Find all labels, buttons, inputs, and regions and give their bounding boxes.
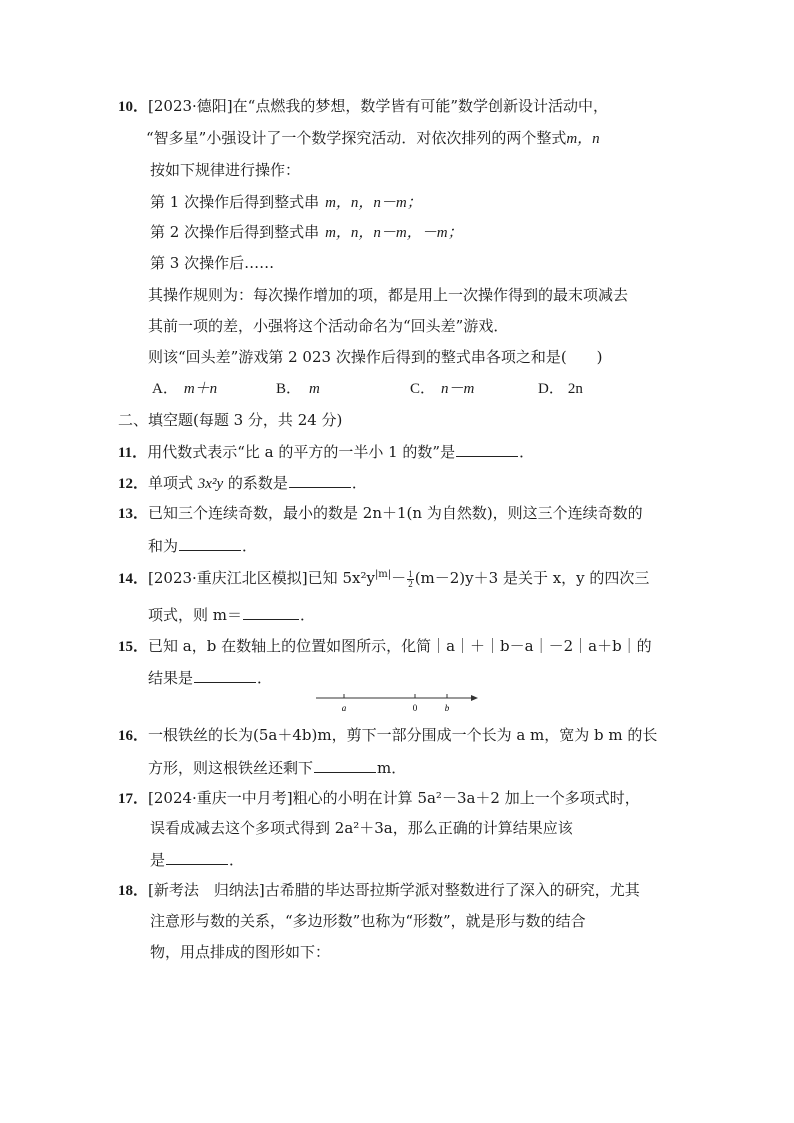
q11-text: 用代数式表示“比 a 的平方的一半小 1 的数”是 [147,443,456,461]
q14-text-2: 项式，则 m＝ [148,606,242,624]
q11-number: 11． [118,445,148,461]
q14-source: [2023·重庆江北区模拟] [148,569,308,587]
q14-mid: (m－2)y＋3 是关于 x，y 的四次三 [414,569,650,587]
option-label: C． [410,381,436,397]
q10-op1-expr: m，n，n－m； [325,195,422,211]
q12-end: ． [351,474,367,492]
q10-line-2 [146,128,600,149]
q10-vars-mn: m，n [566,131,600,147]
q10-line-8: 其前一项的差，小强将这个活动命名为“回头差”游戏． [148,317,509,335]
q13-number: 13． [118,506,149,522]
q17-line-1 [118,788,640,809]
q10-line-4 [150,192,422,213]
option-value: m [309,381,320,397]
q10-number: 10． [118,99,149,115]
q10-option-b[interactable] [276,378,320,399]
q17-line-3 [150,849,244,870]
q12-number: 12． [118,476,149,492]
q13-line-2 [148,535,257,556]
q12-answer-blank[interactable] [289,472,351,488]
q14-number: 14． [118,571,149,587]
q15-number: 15． [118,639,149,655]
q11-line [118,441,534,463]
q14-exponent: |m| [374,569,392,580]
q11-end: ． [519,443,535,461]
q10-op2-text: 第 2 次操作后得到整式串 [150,223,320,241]
q10-line-3: 按如下规律进行操作： [150,161,301,179]
q16-number: 16． [118,728,149,744]
q16-text-1: 一根铁丝的长为(5a＋4b)m，剪下一部分围成一个长为 a m，宽为 b m 的长 [148,726,658,744]
q12-line [118,472,367,494]
q10-text-2: “智多星”小强设计了一个数学探究活动．对依次排列的两个整式 [146,129,567,147]
q10-source: [2023·德阳] [148,97,233,115]
q18-line-2: 注意形与数的关系，“多边形数”也称为“形数”，就是形与数的结合 [150,912,586,930]
q18-line-3: 物，用点排成的图形如下： [150,943,331,961]
q15-line-2 [148,667,272,688]
q16-text-2: 方形，则这根铁丝还剩下 [148,759,314,777]
option-label: B． [276,381,302,397]
option-value: 2n [567,381,583,397]
section-title-fill-in: 二、填空题(每题 3 分，共 24 分) [118,411,343,429]
q15-line-1 [118,636,652,657]
option-value: m＋n [183,381,218,397]
option-label: D． [538,381,564,397]
q10-option-a[interactable] [152,378,217,399]
q13-end: ． [242,537,258,555]
q12-pre: 单项式 [148,474,198,492]
q14-pre: 已知 5x²y [307,569,375,587]
q16-line-1 [118,725,657,746]
q13-line-1 [118,503,643,524]
q18-line-1 [118,880,640,901]
q10-option-d[interactable] [538,378,583,399]
q15-number-line [312,688,484,714]
q10-line-9: 则该“回头差”游戏第 2 023 次操作后得到的整式串各项之和是( ) [148,348,603,366]
q15-text-1: 已知 a，b 在数轴上的位置如图所示，化简｜a｜＋｜b－a｜－2｜a＋b｜的 [148,637,652,655]
option-label: A． [152,381,178,397]
q13-text-1: 已知三个连续奇数，最小的数是 2n＋1(n 为自然数)，则这三个连续奇数的 [148,504,643,522]
q16-answer-blank[interactable] [314,757,376,773]
q14-minus: － [391,569,407,587]
fraction-numerator: 1 [408,568,413,579]
q17-line-2: 误看成减去这个多项式得到 2a²＋3a，那么正确的计算结果应该 [150,819,573,837]
q10-line-1 [118,96,608,117]
label-zero: 0 [412,703,418,713]
q18-text-1: 古希腊的毕达哥拉斯学派对整数进行了深入的研究，尤其 [264,881,640,899]
q10-text-1: 在“点燃我的梦想，数学皆有可能”数学创新设计活动中， [232,97,609,115]
q17-text-1: 粗心的小明在计算 5a²－3a＋2 加上一个多项式时， [292,789,640,807]
q15-text-2: 结果是 [148,669,194,687]
fraction-denominator: 2 [408,578,413,589]
q10-op1-text: 第 1 次操作后得到整式串 [150,193,320,211]
q12-expression: 3x²y [197,476,224,492]
q10-line-6: 第 3 次操作后…… [150,254,275,272]
label-a: a [341,703,347,713]
q10-line-5 [150,222,463,243]
q13-answer-blank[interactable] [179,535,241,551]
q17-text-3: 是 [150,851,166,869]
q14-line-2 [148,604,315,625]
q12-post: 的系数是 [223,474,288,492]
q14-fraction [407,570,414,589]
q17-source: [2024·重庆一中月考] [148,789,293,807]
q16-line-2 [148,757,406,778]
option-value: n－m [441,381,475,397]
q11-answer-blank[interactable] [456,441,518,457]
q17-number: 17． [118,791,149,807]
q17-answer-blank[interactable] [166,849,228,865]
q14-line-1 [118,568,649,589]
q18-source: [新考法 归纳法] [148,881,265,899]
q10-op2-expr: m，n，n－m，－m； [325,225,463,241]
axis-arrow [471,695,478,701]
q15-answer-blank[interactable] [194,667,256,683]
q16-end: m． [377,759,407,777]
label-b: b [444,703,450,713]
q10-line-7: 其操作规则为：每次操作增加的项，都是用上一次操作得到的最末项减去 [148,286,629,304]
q15-end: ． [257,669,273,687]
q14-end: ． [300,606,316,624]
q10-option-c[interactable] [410,378,474,399]
q18-number: 18． [118,883,149,899]
q17-end: ． [229,851,245,869]
q14-answer-blank[interactable] [243,604,299,620]
q13-text-2: 和为 [148,537,179,555]
